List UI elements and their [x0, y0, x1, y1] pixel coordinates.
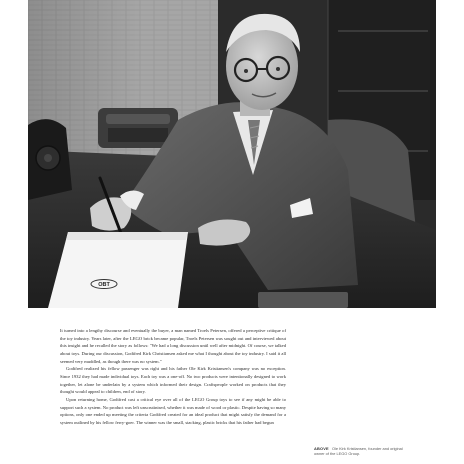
paragraph-3: Upon returning home, Godtfred cast a critical eye over all of the LEGO Group toys to see if any might be able to support such a system. No product was left unscrutinised, whether it was made of wood or plastic. Despite having so many options, only one ended up meeting the criteria Godtfred created for an ideal product that might satisfy the demand for a system outlined by his fellow ferry-goer. The winner was the small, stacking, plastic bricks that his father had begun [60, 396, 286, 425]
letterhead-logo-text: OBT [98, 282, 110, 288]
portrait-photo [28, 0, 436, 308]
article-body [60, 327, 286, 427]
caption-label: ABOVE [314, 446, 329, 451]
caption-text: Ole Kirk Kristiansen, founder and original owner of the LEGO Group. [314, 446, 403, 457]
paragraph-2: Godtfred realized his fellow passenger was right and his father Ole Kirk Kristiansen's company was no exception. Since 1932 they had made individual toys. Each toy was a one-off. No two products were intentionally designed to work together, let alone be underlain by a system which informed their design. Craftspeople worked on products that they thought would appeal to children, end of story. [60, 366, 286, 395]
paragraph-1: It turned into a lengthy discourse and eventually the buyer, a man named Troels Petersen, offered a perceptive critique of the toy industry. Years later, after the LEGO brick became popular, Troels Petersen was sought out and interviewed about this insight and he recalled the story as follows: "We had a long discussion until well after midnight. Of course, we talked about toys. During our discussion, Godtfred Kirk Christiansen asked me what I thought about the toy industry. I said it all seemed very muddled, as though there was no system." [60, 328, 286, 364]
photo-caption [314, 446, 406, 457]
